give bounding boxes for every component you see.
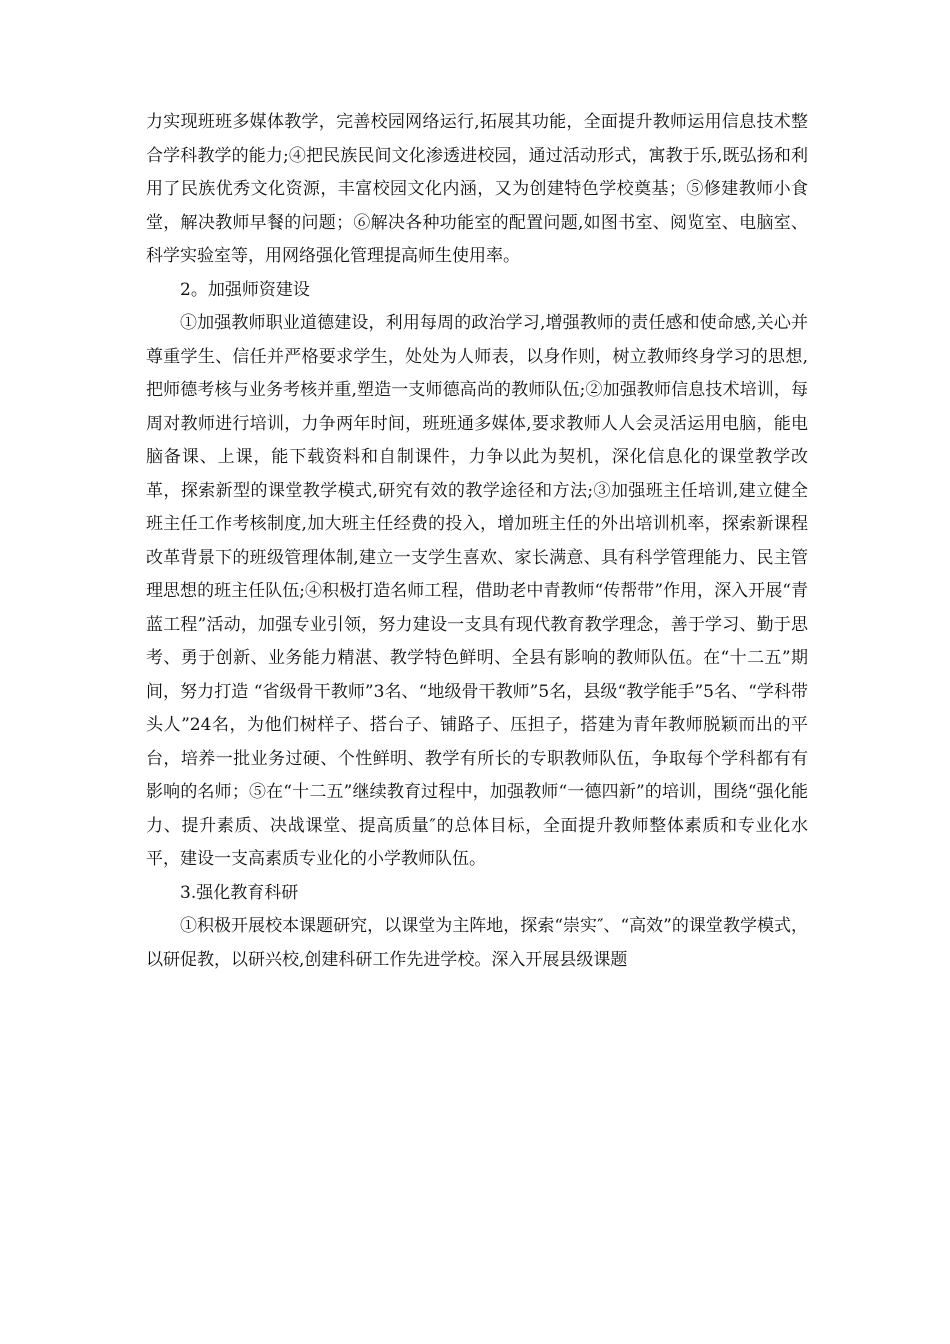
section-heading-research: 3.强化教育科研	[180, 882, 299, 903]
paragraph-facilities: 力实现班班多媒体教学，完善校园网络运行,拓展其功能，全面提升教师运用信息技术整合学科教学的能力;④把民族民间文化渗透进校园，通过活动形式，寓教于乐,既弘扬和利用了民族优秀文化资源，丰富校园文化内涵，又为创建特色学校奠基；⑤修建教师小食堂，解决教师早餐的问题；⑥解决各种功能室的配置问题,如图书室、阅览室、电脑室、科学实验室等，用网络强化管理提高师生使用率。	[146, 112, 808, 266]
document-page	[146, 106, 808, 977]
paragraph-research: ①积极开展校本课题研究，以课堂为主阵地，探索“崇实″、“高效”的课堂教学模式，以研促教，以研兴校,创建科研工作先进学校。深入开展县级课题	[146, 916, 808, 970]
section-heading-teacher-building: 2。加强师资建设	[180, 279, 310, 300]
paragraph-teacher-building: ①加强教师职业道德建设，利用每周的政治学习,增强教师的责任感和使命感,关心并尊重学生、信任并严格要求学生，处处为人师表，以身作则，树立教师终身学习的思想,把师德考核与业务考核并重,塑造一支师德高尚的教师队伍;②加强教师信息技术培训，每周对教师进行培训，力争两年时间，班班通多媒体,要求教师人人会灵活运用电脑，能电脑备课、上课，能下载资料和自制课件，力争以此为契机，深化信息化的课堂教学改革，探索新型的课堂教学模式,研究有效的教学途径和方法;③加强班主任培训,建立健全班主任工作考核制度,加大班主任经费的投入，增加班主任的外出培训机率，探索新课程改革背景下的班级管理体制,建立一支学生喜欢、家长满意、具有科学管理能力、民主管理思想的班主任队伍;④积极打造名师工程，借助老中青教师“传帮带”作用，深入开展“青蓝工程”活动，加强专业引领，努力建设一支具有现代教育教学理念，善于学习、勤于思考、勇于创新、业务能力精湛、教学特色鲜明、全县有影响的教师队伍。在“十二五”期间，努力打造 “省级骨干教师”3名、“地级骨干教师”5名，县级“教学能手”5名、“学科带头人”24名，为他们树样子、搭台子、铺路子、压担子，搭建为青年教师脱颖而出的平台，培养一批业务过硬、个性鲜明、教学有所长的专职教师队伍，争取每个学科都有有影响的名师；⑤在“十二五”继续教育过程中，加强教师“一德四新”的培训，围绕“强化能力、提升素质、决战课堂、提高质量″的总体目标，全面提升教师整体素质和专业化水平，建设一支高素质专业化的小学教师队伍。	[146, 313, 808, 869]
